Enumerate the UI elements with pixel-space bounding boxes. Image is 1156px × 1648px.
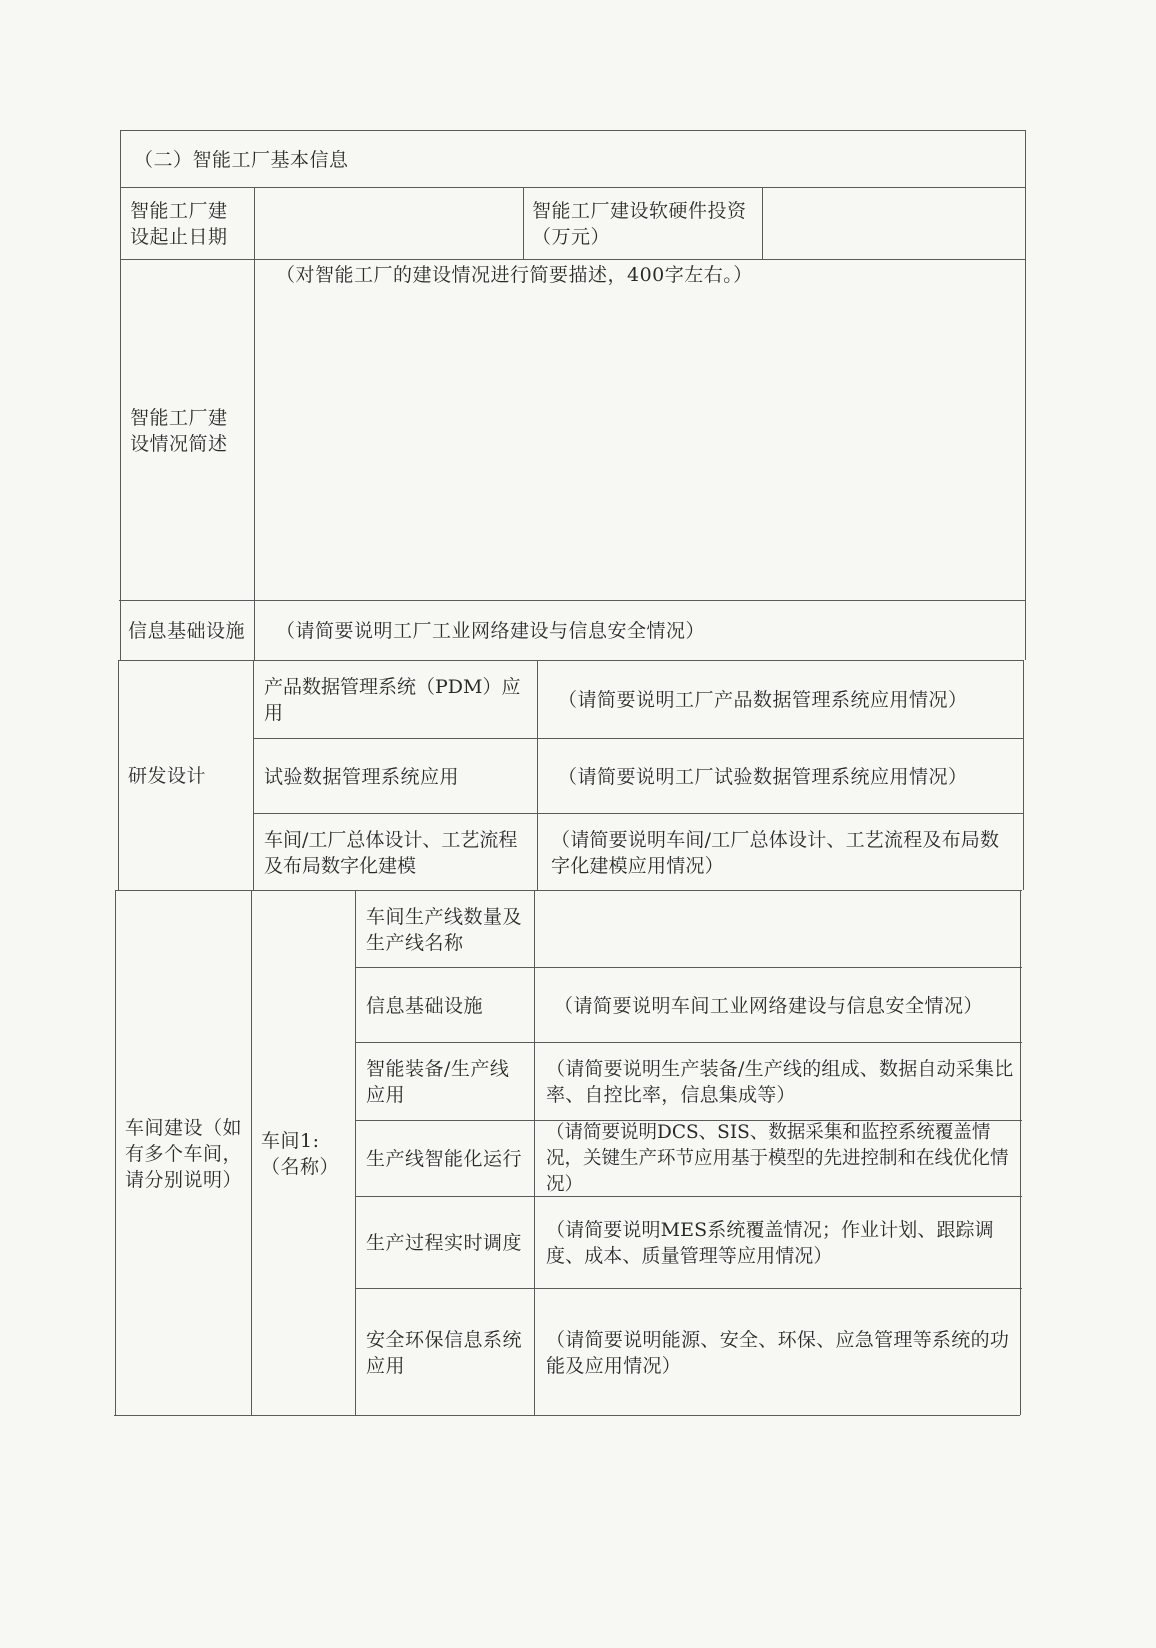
column-divider	[534, 890, 535, 1415]
dates-field[interactable]	[256, 189, 522, 259]
workshop-item-name-text: 安全环保信息系统应用	[366, 1328, 523, 1377]
workshop-item-name	[360, 1290, 534, 1415]
workshop-item-name-text: 智能装备/生产线应用	[366, 1058, 510, 1106]
workshop-item-name-text: 车间生产线数量及生产线名称	[366, 905, 523, 954]
rd-item-name-text: 车间/工厂总体设计、工艺流程及布局数字化建模	[264, 828, 518, 877]
row-divider	[253, 738, 1023, 739]
rd-item-name-text: 试验数据管理系统应用	[264, 765, 460, 788]
rd-item-field[interactable]	[552, 740, 1020, 813]
rd-label-text: 研发设计	[128, 765, 207, 787]
workshop-label-text: 车间建设（如有多个车间，请分别说明）	[125, 1116, 243, 1191]
investment-label-text: 智能工厂建设软硬件投资（万元）	[532, 200, 747, 248]
workshop-item-hint: （请简要说明DCS、SIS、数据采集和监控系统覆盖情况，关键生产环节应用基于模型的先进控制和在线优化情况）	[546, 1122, 1009, 1195]
section-title-text: （二）智能工厂基本信息	[134, 148, 349, 171]
table-border-right	[1025, 130, 1026, 660]
workshop-item-field[interactable]	[540, 892, 1020, 967]
infra-label-text: 信息基础设施	[128, 620, 246, 642]
table-border-top	[120, 130, 1025, 131]
dates-label-text: 智能工厂建设起止日期	[130, 200, 228, 248]
rd-item-hint: （请简要说明工厂试验数据管理系统应用情况）	[558, 765, 968, 788]
row-divider	[253, 813, 1023, 814]
overview-label	[124, 261, 252, 600]
workshop-item-hint: （请简要说明MES系统覆盖情况；作业计划、跟踪调度、成本、质量管理等应用情况）	[546, 1219, 994, 1267]
table-border-left	[120, 130, 121, 660]
workshop-item-name	[360, 1198, 534, 1288]
workshop-item-hint: （请简要说明能源、安全、环保、应急管理等系统的功能及应用情况）	[546, 1328, 1010, 1377]
rd-item-field[interactable]	[545, 815, 1020, 890]
workshop-label	[120, 892, 250, 1415]
workshop-unit-label-text: 车间1:（名称）	[261, 1129, 340, 1178]
overview-label-text: 智能工厂建设情况简述	[130, 406, 228, 455]
column-divider	[523, 187, 524, 259]
workshop-item-name	[360, 1122, 534, 1196]
rd-item-name	[258, 815, 538, 890]
workshop-item-field[interactable]	[540, 1122, 1020, 1196]
row-divider	[120, 187, 1025, 188]
rd-item-hint: （请简要说明工厂产品数据管理系统应用情况）	[558, 689, 968, 711]
column-divider	[355, 890, 356, 1415]
investment-field[interactable]	[765, 189, 1023, 259]
workshop-item-name	[360, 1044, 534, 1120]
rd-item-field[interactable]	[552, 662, 1020, 738]
infra-label	[124, 602, 254, 660]
column-divider	[254, 187, 255, 660]
rd-label	[122, 662, 252, 890]
workshop-item-hint: （请简要说明车间工业网络建设与信息安全情况）	[554, 994, 984, 1017]
workshop-item-name-text: 生产线智能化运行	[366, 1148, 523, 1170]
rd-item-name-text: 产品数据管理系统（PDM）应用	[264, 676, 521, 724]
row-divider	[355, 1042, 1022, 1043]
rd-item-name	[258, 662, 538, 738]
workshop-item-name-text: 生产过程实时调度	[366, 1232, 523, 1254]
infra-field[interactable]	[270, 602, 1020, 660]
table-border-right	[1023, 660, 1024, 890]
overview-hint: （对智能工厂的建设情况进行简要描述，400字左右。）	[276, 264, 753, 286]
investment-label	[526, 189, 762, 259]
row-divider	[120, 259, 1025, 260]
workshop-item-name	[360, 892, 534, 967]
table-border-left	[118, 660, 119, 890]
row-divider	[355, 1288, 1022, 1289]
column-divider	[762, 187, 763, 259]
infra-hint: （请简要说明工厂工业网络建设与信息安全情况）	[276, 620, 706, 642]
table-border-right	[1020, 890, 1021, 1415]
workshop-item-name	[360, 969, 534, 1042]
workshop-unit-label[interactable]	[255, 892, 353, 1415]
workshop-item-field[interactable]	[548, 969, 1020, 1042]
section-title	[132, 132, 1012, 187]
table-border-left	[115, 890, 116, 1415]
table-border-bottom	[114, 1415, 1020, 1416]
row-divider	[355, 967, 1022, 968]
column-divider	[253, 660, 254, 890]
workshop-item-hint: （请简要说明生产装备/生产线的组成、数据自动采集比率、自控比率，信息集成等）	[546, 1058, 1014, 1106]
workshop-item-field[interactable]	[540, 1290, 1020, 1415]
overview-field[interactable]	[270, 262, 1020, 598]
dates-label	[124, 189, 252, 259]
workshop-item-name-text: 信息基础设施	[366, 994, 484, 1017]
rd-item-hint: （请简要说明车间/工厂总体设计、工艺流程及布局数字化建模应用情况）	[551, 828, 1000, 877]
rd-item-name	[258, 740, 538, 813]
workshop-item-field[interactable]	[540, 1044, 1020, 1120]
column-divider	[251, 890, 252, 1415]
workshop-item-field[interactable]	[540, 1198, 1020, 1288]
